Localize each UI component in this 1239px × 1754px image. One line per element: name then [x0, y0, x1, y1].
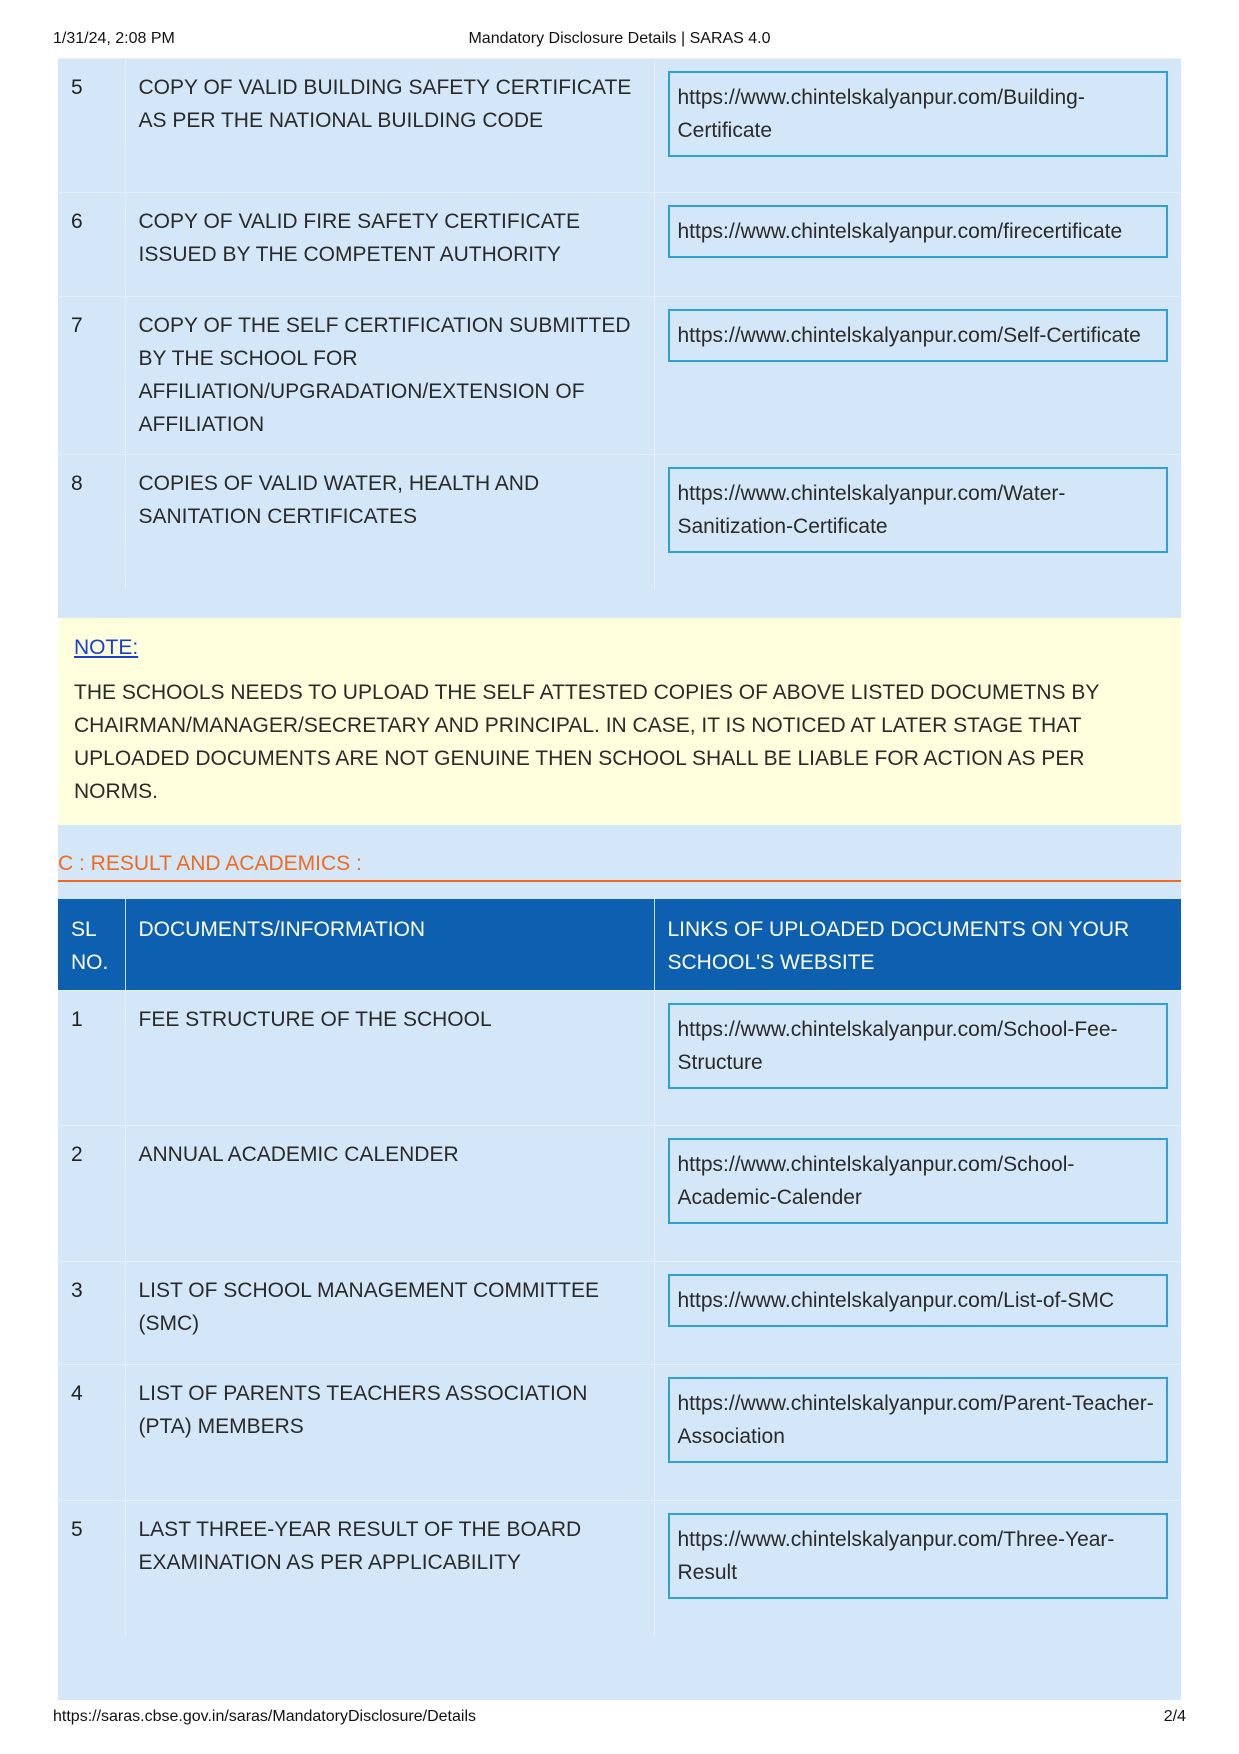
row-document-name: COPY OF THE SELF CERTIFICATION SUBMITTED BY THE SCHOOL FOR AFFILIATION/UPGRADATION/EXTENSION OF AFFILIATION — [125, 297, 654, 455]
document-link-field[interactable]: https://www.chintelskalyanpur.com/Building-Certificate — [668, 71, 1169, 157]
row-sl-number: 3 — [58, 1261, 125, 1364]
print-url: https://saras.cbse.gov.in/saras/MandatoryDisclosure/Details — [53, 1708, 476, 1725]
disclosure-panel — [58, 58, 1181, 1700]
table-row — [58, 990, 1181, 1125]
row-document-name: ANNUAL ACADEMIC CALENDER — [125, 1125, 654, 1261]
row-sl-number: 2 — [58, 1125, 125, 1261]
document-link-field[interactable]: https://www.chintelskalyanpur.com/School-Academic-Calender — [668, 1138, 1169, 1224]
row-sl-number: 5 — [58, 59, 125, 193]
section-b-table-continued — [58, 58, 1181, 590]
table-row — [58, 1261, 1181, 1364]
note-title-link[interactable]: NOTE: — [74, 636, 139, 659]
table-row — [58, 59, 1181, 193]
print-page-title: Mandatory Disclosure Details | SARAS 4.0 — [468, 30, 771, 47]
row-document-name: FEE STRUCTURE OF THE SCHOOL — [125, 990, 654, 1125]
row-document-name: LAST THREE-YEAR RESULT OF THE BOARD EXAMINATION AS PER APPLICABILITY — [125, 1500, 654, 1636]
note-box — [58, 618, 1181, 825]
table-row — [58, 193, 1181, 297]
document-link-field[interactable]: https://www.chintelskalyanpur.com/List-of-SMC — [668, 1274, 1169, 1327]
table-row — [58, 1500, 1181, 1636]
document-link-field[interactable]: https://www.chintelskalyanpur.com/Parent-Teacher-Association — [668, 1377, 1169, 1463]
note-text: THE SCHOOLS NEEDS TO UPLOAD THE SELF ATTESTED COPIES OF ABOVE LISTED DOCUMETNS BY CHAIRMAN/MANAGER/SECRETARY AND PRINCIPAL. IN CASE, IT IS NOTICED AT LATER STAGE THAT UPLOADED DOCUMENTS ARE NOT GENUINE THEN SCHOOL SHALL BE LIABLE FOR ACTION AS PER NORMS. — [74, 681, 1099, 803]
header-sl-no: SL NO. — [58, 899, 125, 990]
row-sl-number: 5 — [58, 1500, 125, 1636]
document-link-field[interactable]: https://www.chintelskalyanpur.com/School-Fee-Structure — [668, 1003, 1169, 1089]
table-row — [58, 297, 1181, 455]
section-c-title: C : RESULT AND ACADEMICS : — [58, 848, 1181, 882]
document-link-field[interactable]: https://www.chintelskalyanpur.com/Water-Sanitization-Certificate — [668, 467, 1169, 553]
row-sl-number: 4 — [58, 1364, 125, 1500]
row-document-name: COPIES OF VALID WATER, HEALTH AND SANITATION CERTIFICATES — [125, 455, 654, 590]
row-document-name: LIST OF SCHOOL MANAGEMENT COMMITTEE (SMC) — [125, 1261, 654, 1364]
print-datetime: 1/31/24, 2:08 PM — [53, 30, 175, 47]
row-document-name: COPY OF VALID FIRE SAFETY CERTIFICATE ISSUED BY THE COMPETENT AUTHORITY — [125, 193, 654, 297]
row-sl-number: 6 — [58, 193, 125, 297]
header-links: LINKS OF UPLOADED DOCUMENTS ON YOUR SCHOOL'S WEBSITE — [654, 899, 1181, 990]
document-link-field[interactable]: https://www.chintelskalyanpur.com/Self-Certificate — [668, 309, 1169, 362]
row-document-name: LIST OF PARENTS TEACHERS ASSOCIATION (PTA) MEMBERS — [125, 1364, 654, 1500]
table-row — [58, 1364, 1181, 1500]
row-sl-number: 7 — [58, 297, 125, 455]
document-link-field[interactable]: https://www.chintelskalyanpur.com/firecertificate — [668, 205, 1169, 258]
document-link-field[interactable]: https://www.chintelskalyanpur.com/Three-Year-Result — [668, 1513, 1169, 1599]
row-document-name: COPY OF VALID BUILDING SAFETY CERTIFICATE AS PER THE NATIONAL BUILDING CODE — [125, 59, 654, 193]
header-documents: DOCUMENTS/INFORMATION — [125, 899, 654, 990]
print-header — [53, 30, 1186, 50]
row-sl-number: 8 — [58, 455, 125, 590]
row-sl-number: 1 — [58, 990, 125, 1125]
table-row — [58, 455, 1181, 590]
print-footer — [53, 1708, 1186, 1728]
print-page-number: 2/4 — [1163, 1708, 1186, 1725]
table-header-row — [58, 899, 1181, 990]
section-c-table — [58, 899, 1181, 1636]
table-row — [58, 1125, 1181, 1261]
